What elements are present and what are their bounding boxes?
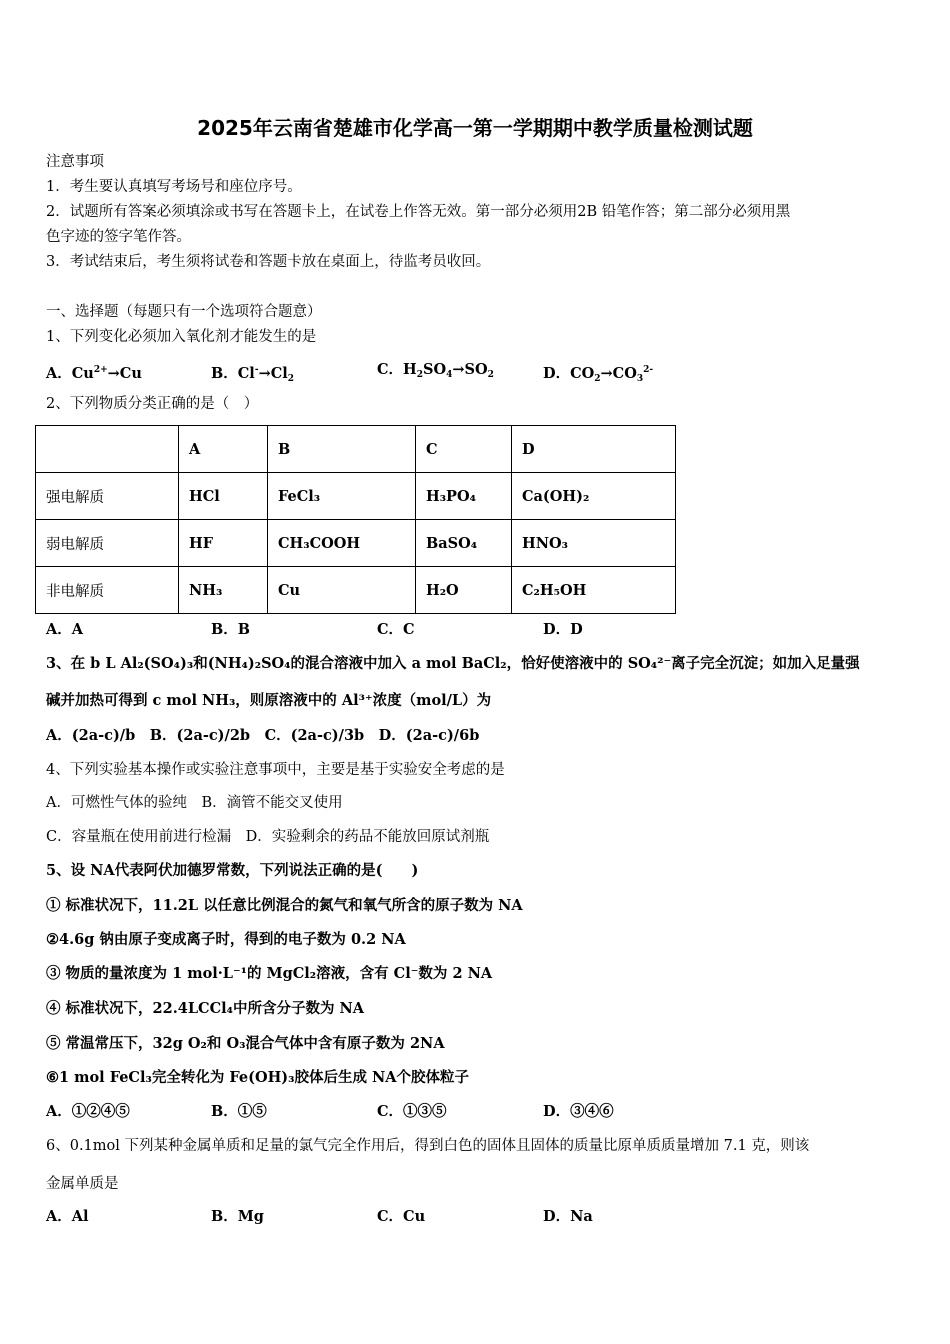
q6-option-d: D．Na (543, 1208, 593, 1225)
table-cell: FeCl₃ (268, 473, 416, 520)
q3-stem-line1: 3、在 b L Al₂(SO₄)₃和(NH₄)₂SO₄的混合溶液中加入 a mol BaCl₂，恰好使溶液中的 SO₄²⁻离子完全沉淀；如加入足量强 (46, 655, 860, 672)
q1-option-a: A．$Cu^{2+}\to Cu$ (46, 365, 142, 382)
table-row (36, 520, 676, 567)
q1-option-c: C．$H_2SO_4\to SO_2$ (377, 361, 494, 380)
table-row (36, 473, 676, 520)
table-cell: H₃PO₄ (416, 473, 512, 520)
q5-statement-3: ③ 物质的量浓度为 1 mol·L⁻¹的 MgCl₂溶液，含有 Cl⁻数为 2 NA (46, 965, 493, 982)
q2-option-a: A．A (46, 621, 84, 638)
table-cell: HCl (179, 473, 268, 520)
q5-statement-5: ⑤ 常温常压下，32g O₂和 O₃混合气体中含有原子数为 2NA (46, 1035, 445, 1052)
table-row (36, 567, 676, 614)
table-cell: 弱电解质 (36, 520, 179, 567)
q1-stem: 1、下列变化必须加入氧化剂才能发生的是 (46, 329, 317, 345)
table-cell: Ca(OH)₂ (512, 473, 676, 520)
table-cell: 非电解质 (36, 567, 179, 614)
q3-options: A．(2a-c)/b B．(2a-c)/2b C．(2a-c)/3b D．(2a-c)/6b (46, 727, 480, 744)
q6-option-c: C．Cu (377, 1208, 426, 1225)
q5-statement-4: ④ 标准状况下，22.4LCCl₄中所含分子数为 NA (46, 1000, 365, 1017)
notice-heading: 注意事项 (46, 154, 104, 170)
q5-statement-6: ⑥1 mol FeCl₃完全转化为 Fe(OH)₃胶体后生成 NA个胶体粒子 (46, 1069, 470, 1086)
q2-option-d: D．D (543, 621, 583, 638)
q4-options-row2: C．容量瓶在使用前进行检漏 D．实验剩余的药品不能放回原试剂瓶 (46, 829, 490, 845)
q2-option-c: C．C (377, 621, 415, 638)
q5-option-b: B．①⑤ (211, 1103, 267, 1120)
table-cell: A (179, 426, 268, 473)
q6-option-b: B．Mg (211, 1208, 264, 1225)
table-cell: C (416, 426, 512, 473)
q1-option-b: B．$Cl^-\to Cl_2$ (211, 365, 295, 384)
q6-stem-line1: 6、0.1mol 下列某种金属单质和足量的氯气完全作用后，得到白色的固体且固体的质量比原单质质量增加 7.1 克，则该 (46, 1138, 810, 1154)
q4-stem: 4、下列实验基本操作或实验注意事项中，主要是基于实验安全考虑的是 (46, 762, 505, 778)
q5-statement-2: ②4.6g 钠由原子变成离子时，得到的电子数为 0.2 NA (46, 931, 406, 948)
notice-item-2: 2．试题所有答案必须填涂或书写在答题卡上，在试卷上作答无效。第一部分必须用2B 铅笔作答；第二部分必须用黑 (46, 204, 791, 220)
table-cell: CH₃COOH (268, 520, 416, 567)
table-cell: C₂H₅OH (512, 567, 676, 614)
notice-item-1: 1．考生要认真填写考场号和座位序号。 (46, 179, 302, 195)
table-header-row (36, 426, 676, 473)
q6-stem-line2: 金属单质是 (46, 1176, 119, 1192)
q5-option-d: D．③④⑥ (543, 1103, 614, 1120)
table-cell: HNO₃ (512, 520, 676, 567)
q4-options-row1: A．可燃性气体的验纯 B．滴管不能交叉使用 (46, 795, 343, 811)
q1-option-d: D．$CO_2\to CO_3^{2-}$ (543, 365, 654, 384)
q5-stem: 5、设 NA代表阿伏加德罗常数，下列说法正确的是( ) (46, 862, 419, 879)
q2-option-b: B．B (211, 621, 251, 638)
section-heading: 一、选择题（每题只有一个选项符合题意） (46, 304, 322, 320)
classification-table (35, 425, 676, 614)
table-cell: 强电解质 (36, 473, 179, 520)
table-cell: NH₃ (179, 567, 268, 614)
q5-option-a: A．①②④⑤ (46, 1103, 130, 1120)
table-cell (36, 426, 179, 473)
q5-statement-1: ① 标准状况下，11.2L 以任意比例混合的氮气和氧气所含的原子数为 NA (46, 897, 523, 914)
notice-item-2-cont: 色字迹的签字笔作答。 (46, 229, 191, 245)
q6-option-a: A．Al (46, 1208, 89, 1225)
exam-title: 2025年云南省楚雄市化学高一第一学期期中教学质量检测试题 (197, 116, 753, 140)
q2-stem: 2、下列物质分类正确的是（ ） (46, 396, 259, 412)
table-cell: D (512, 426, 676, 473)
table-cell: Cu (268, 567, 416, 614)
q5-option-c: C．①③⑤ (377, 1103, 447, 1120)
table-cell: BaSO₄ (416, 520, 512, 567)
notice-item-3: 3．考试结束后，考生须将试卷和答题卡放在桌面上，待监考员收回。 (46, 254, 491, 270)
table-cell: H₂O (416, 567, 512, 614)
table-cell: HF (179, 520, 268, 567)
q3-stem-line2: 碱并加热可得到 c mol NH₃，则原溶液中的 Al³⁺浓度（mol/L）为 (46, 692, 492, 709)
table-cell: B (268, 426, 416, 473)
